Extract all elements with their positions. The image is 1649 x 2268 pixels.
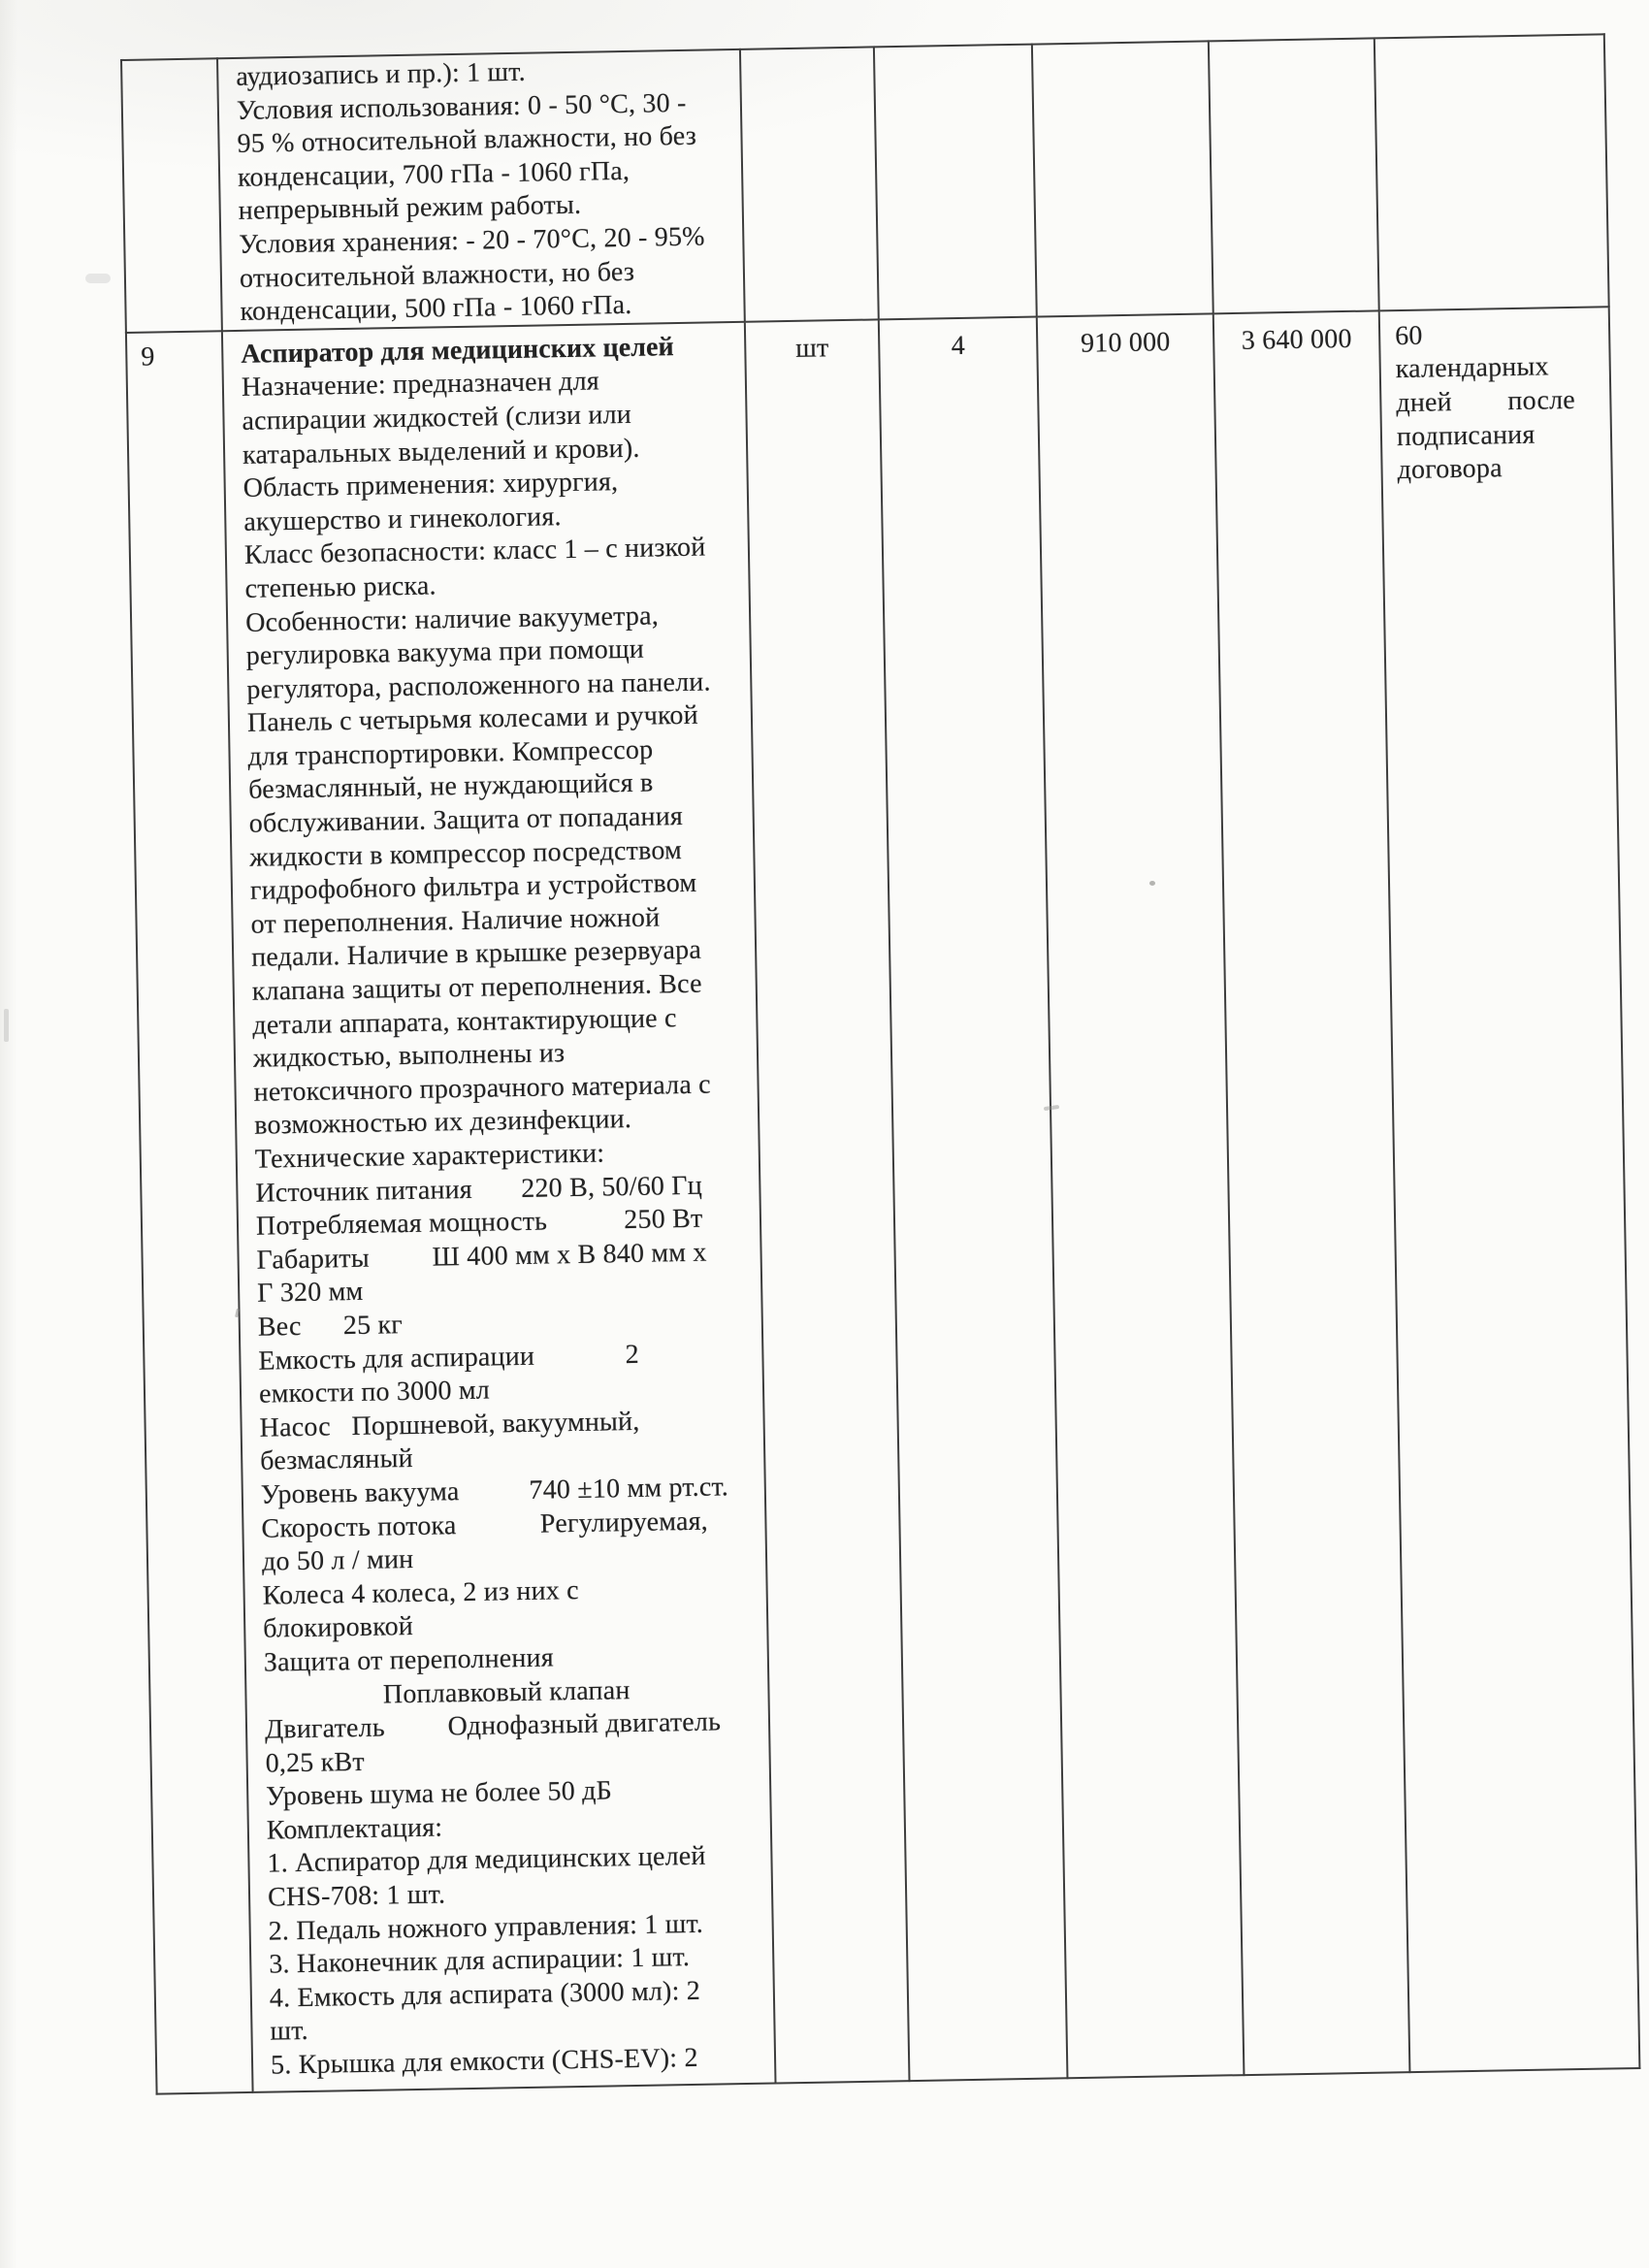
item8-quantity-cell (874, 45, 1037, 320)
text-line: Насос Поршневой, вакуумный, (259, 1406, 640, 1443)
text-line: обслуживании. Защита от попадания (248, 801, 684, 839)
scan-speck (4, 1009, 9, 1042)
text-line: дней после (1396, 384, 1576, 419)
text-line: 5. Крышка для емкости (CHS-EV): 2 (270, 2042, 698, 2081)
text-line: 2. Педаль ножного управления: 1 шт. (268, 1908, 704, 1947)
text-line: до 50 л / мин (261, 1544, 414, 1577)
text-line: Колеса 4 колеса, 2 из них с (262, 1574, 580, 1611)
text-line: безмасляный (259, 1443, 414, 1477)
text-line: степенью риска. (244, 570, 436, 604)
text-line: 1. Аспиратор для медицинских целей (267, 1841, 706, 1880)
item9-delivery-terms (1380, 308, 1611, 488)
item8-delivery-cell (1374, 34, 1609, 310)
text-line: аудиозапись и пр.): 1 шт. (236, 56, 527, 92)
item8-unit-cell (740, 47, 879, 321)
text-line: регулировка вакуума при помощи (245, 633, 645, 671)
text-line: Технические характеристики: (254, 1138, 605, 1175)
text-line: Класс безопасности: класс 1 – с низкой (243, 532, 706, 571)
text-line: жидкостью, выполнены из (252, 1038, 566, 1074)
item9-number: 9 (141, 341, 155, 373)
text-line: регулятора, расположенного на панели. (246, 666, 711, 705)
text-line: Г 320 мм (256, 1277, 364, 1310)
item9-unit: шт (794, 333, 829, 364)
scan-speck (1149, 881, 1155, 886)
text-line: Условия хранения: - 20 - 70°C, 20 - 95% (239, 221, 705, 260)
table-row-item8-continuation (121, 34, 1609, 332)
text-line: 95 % относительной влажности, но без (237, 120, 697, 160)
text-line: Панель с четырьмя колесами и ручкой (246, 699, 699, 739)
text-line: конденсации, 700 гПа - 1060 гПа, (237, 155, 630, 193)
item8-unit-price (1033, 42, 1208, 55)
item8-total-price (1210, 39, 1374, 52)
text-line: клапана защиты от переполнения. Все (251, 968, 702, 1007)
text-line: нетоксичного прозрачного материала с (253, 1069, 712, 1108)
item8-quantity (875, 46, 1031, 59)
text-line: емкости по 3000 мл (258, 1375, 491, 1409)
item8-number-cell (121, 58, 222, 332)
text-line: 60 (1394, 320, 1423, 351)
text-line: 3. Наконечник для аспирации: 1 шт. (269, 1942, 691, 1980)
item8-unit (741, 48, 873, 60)
item9-unit-price-cell (1037, 313, 1245, 2078)
text-line: Защита от переполнения (263, 1642, 555, 1678)
text-line: 0,25 кВт (265, 1746, 366, 1779)
text-line: гидрофобного фильтра и устройством (249, 868, 697, 907)
text-line: Назначение: предназначен для (241, 366, 600, 404)
item8-description (218, 50, 744, 330)
text-line: CHS-708: 1 шт. (267, 1879, 446, 1913)
text-line: детали аппарата, контактирующие с (252, 1002, 677, 1041)
item9-unit-price: 910 000 (1080, 326, 1171, 359)
text-line: календарных (1395, 351, 1549, 385)
text-line: для транспортировки. Компрессор (247, 734, 654, 772)
items-table (120, 33, 1640, 2094)
text-line: Область применения: хирургия, (242, 467, 619, 503)
text-line: Источник питания 220 В, 50/60 Гц (255, 1170, 703, 1209)
text-line: Емкость для аспирации 2 (258, 1339, 640, 1377)
item9-description-cell (222, 322, 776, 2092)
text-line: акушерство и гинекология. (243, 501, 562, 537)
text-line: Уровень вакуума 740 ±10 мм рт.ст. (260, 1472, 729, 1510)
text-line: от переполнения. Наличие ножной (250, 902, 661, 940)
item8-total-price-cell (1209, 38, 1379, 313)
item8-delivery (1375, 35, 1603, 48)
item9-total-price-cell (1213, 310, 1410, 2075)
text-line: безмаслянный, не нуждающийся в (247, 767, 654, 806)
text-line: педали. Наличие в крышке резервуара (250, 935, 702, 974)
item8-number (122, 59, 216, 69)
text-line: катаральных выделений и крови). (242, 433, 640, 470)
text-line: договора (1397, 453, 1503, 486)
text-line: жидкости в компрессор посредством (249, 834, 683, 873)
text-line: Вес 25 кг (257, 1310, 404, 1343)
text-line: подписания (1396, 419, 1536, 452)
item9-total-price: 3 640 000 (1241, 323, 1352, 356)
item8-unit-price-cell (1032, 41, 1213, 316)
text-line: Особенности: наличие вакууметра, (244, 599, 660, 638)
text-line: возможностью их дезинфекции. (253, 1104, 632, 1142)
text-line: 4. Емкость для аспирата (3000 мл): 2 (269, 1975, 701, 2014)
text-line: блокировкой (262, 1611, 414, 1644)
item9-title: Аспиратор для медицинских целей (241, 331, 675, 370)
item9-quantity: 4 (951, 330, 966, 361)
text-line: аспирации жидкостей (слизи или (242, 399, 632, 437)
item9-delivery-cell (1379, 307, 1640, 2072)
text-line: конденсации, 500 гПа - 1060 гПа. (240, 289, 632, 328)
text-line: шт. (270, 2016, 309, 2048)
procurement-table (120, 33, 1638, 2094)
text-line: относительной влажности, но без (239, 256, 635, 294)
table-row-item9 (126, 307, 1639, 2093)
text-line: Уровень шума не более 50 дБ (266, 1775, 613, 1812)
scan-speck (85, 274, 111, 283)
text-line: Габариты Ш 400 мм х В 840 мм х (256, 1237, 707, 1276)
item9-quantity-cell (879, 316, 1068, 2081)
text-line: Скорость потока Регулируемая, (261, 1506, 709, 1544)
text-line: Поплавковый клапан (264, 1674, 630, 1712)
text-line: Условия использования: 0 - 50 °C, 30 - (236, 87, 687, 126)
item9-description (242, 363, 767, 2083)
text-line: Комплектация: (266, 1812, 443, 1846)
text-line: непрерывный режим работы. (238, 190, 582, 227)
text-line: Двигатель Однофазный двигатель (264, 1706, 722, 1745)
text-line: Потребляемая мощность 250 Вт (255, 1203, 703, 1242)
item8-description-cell (217, 49, 745, 331)
